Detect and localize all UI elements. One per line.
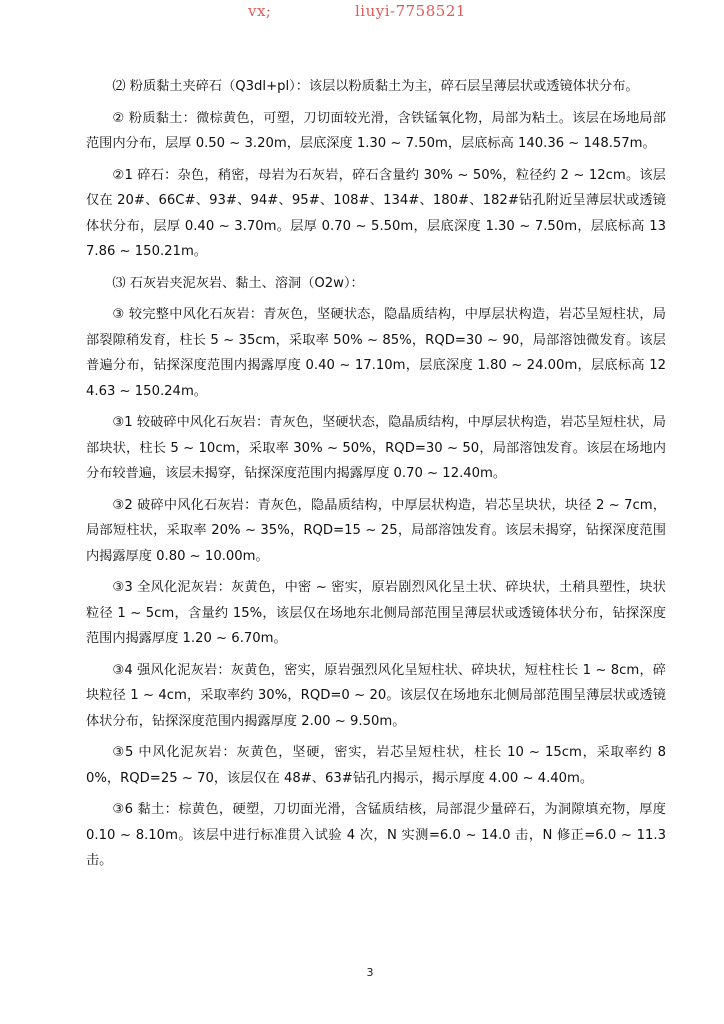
paragraph-clay-fill: ③6 黏土：棕黄色，硬塑，刀切面光滑，含锰质结核，局部混少量碎石，为洞隙填充物，厚度 0.10 ~ 8.10m。该层中进行标准贯入试验 4 次，N 实测=6.0 ~ 14.0 击，N 修正=6.0 ~ 11.3 击。 — [86, 802, 666, 868]
paragraph-limestone-heading: ⑶ 石灰岩夹泥灰岩、黏土、溶洞（O2w）： — [112, 275, 364, 291]
document-body — [86, 74, 666, 880]
watermark — [0, 2, 724, 22]
paragraph-fully-weathered-marl: ③3 全风化泥灰岩：灰黄色，中密 ~ 密实，原岩剧烈风化呈土状、碎块状，土稍具塑性，块状粒径 1 ~ 5cm，含量约 15%，该层仅在场地东北侧局部范围呈薄层状或透镜体状分布，钻探深度范围内揭露厚度 1.20 ~ 6.70m。 — [86, 580, 666, 646]
paragraph-intact-limestone: ③ 较完整中风化石灰岩：青灰色，坚硬状态，隐晶质结构，中厚层状构造，岩芯呈短柱状，局部裂隙稍发育，柱长 5 ~ 35cm，采取率 50% ~ 85%，RQD=30 ~ 90，局部溶蚀微发育。该层普遍分布，钻探深度范围内揭露厚度 0.40 ~ 17.10m，层底深度 1.80 ~ 24.00m，层底标高 124.63 ~ 150.24m。 — [86, 307, 666, 399]
paragraph-moderately-weathered-marl: ③5 中风化泥灰岩：灰黄色，坚硬，密实，岩芯呈短柱状，柱长 10 ~ 15cm，采取率约 80%，RQD=25 ~ 70，该层仅在 48#、63#钻孔内揭示，揭示厚度 4.00 ~ 4.40m。 — [86, 745, 666, 786]
paragraph-broken-limestone: ③2 破碎中风化石灰岩：青灰色，隐晶质结构，中厚层状构造，岩芯呈块状，块径 2 ~ 7cm，局部短柱状，采取率 20% ~ 35%，RQD=15 ~ 25，局部溶蚀发育。该层未揭穿，钻探深度范围内揭露厚度 0.80 ~ 10.00m。 — [86, 497, 666, 564]
paragraph-strongly-weathered-marl: ③4 强风化泥灰岩：灰黄色，密实，原岩强烈风化呈短柱状、碎块状，短柱柱长 1 ~ 8cm，碎块粒径 1 ~ 4cm，采取率约 30%，RQD=0 ~ 20。该层仅在场地东北侧局部范围呈薄层状或透镜体状分布，钻探深度范围内揭露厚度 2.00 ~ 9.50m。 — [86, 662, 666, 729]
paragraph-silty-clay: ② 粉质黏土：微棕黄色，可塑，刀切面较光滑，含铁锰氧化物，局部为粘土。该层在场地局部范围内分布，层厚 0.50 ~ 3.20m，层底深度 1.30 ~ 7.50m，层底标高 140.36 ~ 148.57m。 — [86, 110, 666, 151]
paragraph-silty-clay-with-gravel: ⑵ 粉质黏土夹碎石（Q3dl+pl）：该层以粉质黏土为主，碎石层呈薄层状或透镜体状分布。 — [112, 79, 639, 94]
paragraph-fractured-limestone: ③1 较破碎中风化石灰岩：青灰色，坚硬状态，隐晶质结构，中厚层状构造，岩芯呈短柱状，局部块状，柱长 5 ~ 10cm，采取率 30% ~ 50%，RQD=30 ~ 50，局部溶蚀发育。该层在场地内分布较普遍，该层未揭穿，钻探深度范围内揭露厚度 0.70 ~ 12.40m。 — [86, 415, 666, 481]
page-number: 3 — [366, 966, 374, 979]
watermark-contact-label: vx; — [248, 2, 272, 20]
watermark-contact-id: liuyi-7758521 — [355, 2, 466, 20]
paragraph-gravel: ②1 碎石：杂色，稍密，母岩为石灰岩，碎石含量约 30% ~ 50%，粒径约 2 ~ 12cm。该层仅在 20#、66C#、93#、94#、95#、108#、134#、180#、182#钻孔附近呈薄层状或透镜体状分布，层厚 0.40 ~ 3.70m。层厚 0.70 ~ 5.50m，层底深度 1.30 ~ 7.50m，层底标高 137.86 ~ 150.21m。 — [86, 167, 666, 259]
